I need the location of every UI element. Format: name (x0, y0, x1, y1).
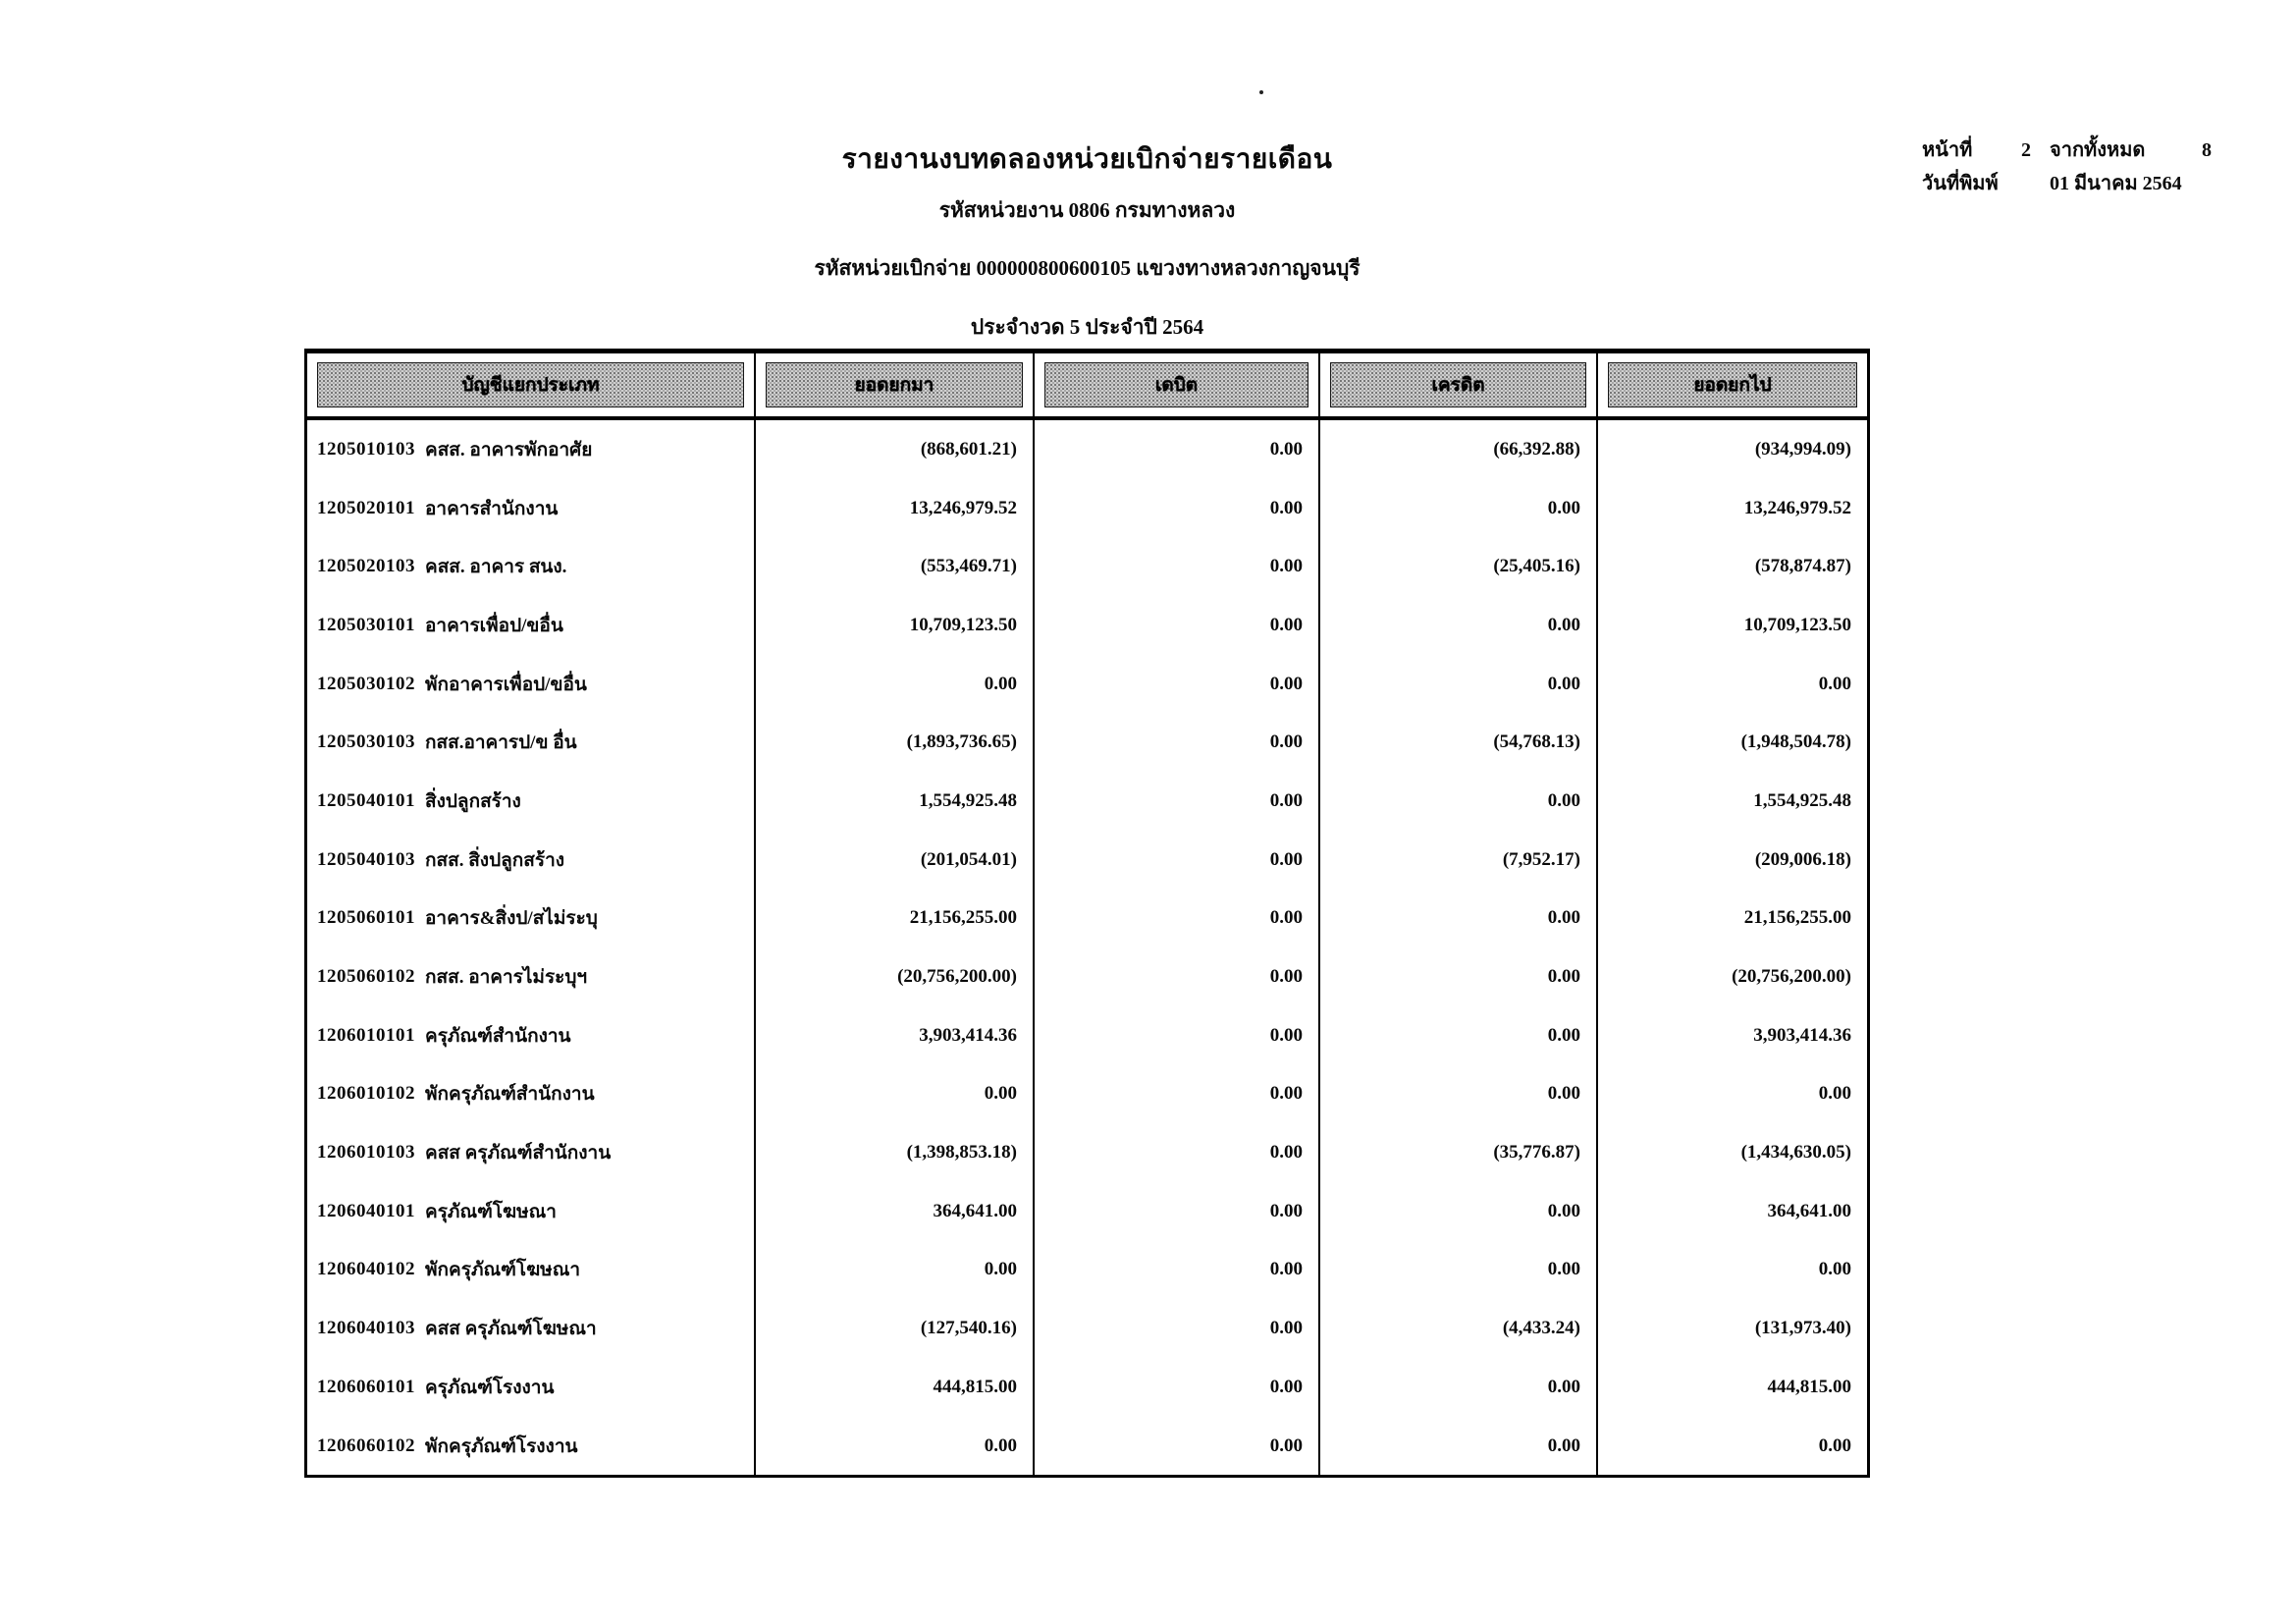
cell-carried-forward: 10,709,123.50 (1743, 614, 1851, 635)
cell-credit: (4,433.24) (1320, 1299, 1598, 1358)
cell-debit: 0.00 (1035, 831, 1320, 890)
header-label-brought-forward: ยอดยกมา (766, 362, 1023, 407)
print-date: 01 มีนาคม 2564 (2050, 173, 2182, 194)
cell-debit: 0.00 (1035, 655, 1320, 714)
header-cell-carried-forward (1598, 353, 1867, 416)
table-row (307, 1123, 1867, 1182)
account-name: พักอาคารเพื่อป/ขอื่น (425, 674, 587, 695)
account-cell (307, 890, 756, 948)
total-pages: 8 (2202, 139, 2212, 161)
table-row (307, 1065, 1867, 1124)
cell-debit: 0.00 (1035, 1182, 1320, 1241)
account-name: อาคารสำนักงาน (425, 498, 559, 519)
table-row (307, 831, 1867, 890)
cell-carried-forward: (1,434,630.05) (1740, 1142, 1851, 1164)
account-name: อาคารเพื่อป/ขอื่น (425, 615, 563, 636)
account-cell (307, 831, 756, 890)
account-code: 1205060101 (317, 907, 415, 929)
header-label-account: บัญชีแยกประเภท (317, 362, 744, 407)
account-code: 1206010101 (317, 1024, 415, 1046)
cell-brought-forward: 21,156,255.00 (756, 890, 1035, 948)
account-code: 1205040101 (317, 789, 415, 811)
cell-carried-forward: (20,756,200.00) (1732, 966, 1851, 988)
cell-brought-forward: (868,601.21) (756, 420, 1035, 479)
total-pages-label: จากทั้งหมด (2050, 139, 2146, 161)
cell-carried-forward: 0.00 (1818, 1435, 1851, 1456)
account-name: พักครุภัณฑ์โฆษณา (425, 1260, 580, 1281)
cell-carried-forward: (934,994.09) (1754, 438, 1851, 460)
account-name: ครุภัณฑ์โฆษณา (425, 1201, 557, 1222)
cell-credit: 0.00 (1320, 1358, 1598, 1417)
cell-credit: 0.00 (1320, 1241, 1598, 1300)
account-cell (307, 479, 756, 538)
cell-debit: 0.00 (1035, 890, 1320, 948)
table-body (307, 420, 1867, 1475)
account-name: พักครุภัณฑ์สำนักงาน (425, 1084, 595, 1106)
header-label-debit: เดบิต (1044, 362, 1308, 407)
cell-carried-forward: (1,948,504.78) (1740, 731, 1851, 753)
cell-credit: (54,768.13) (1320, 713, 1598, 772)
account-cell (307, 947, 756, 1006)
table-row (307, 1241, 1867, 1300)
cell-credit: 0.00 (1320, 655, 1598, 714)
cell-credit: 0.00 (1320, 890, 1598, 948)
cell-brought-forward: 0.00 (756, 655, 1035, 714)
cell-credit: (25,405.16) (1320, 537, 1598, 596)
cell-debit: 0.00 (1035, 1065, 1320, 1124)
account-name: พักครุภัณฑ์โรงงาน (425, 1435, 578, 1457)
cell-credit: 0.00 (1320, 479, 1598, 538)
cell-debit: 0.00 (1035, 596, 1320, 655)
cell-brought-forward: 3,903,414.36 (756, 1006, 1035, 1065)
cell-brought-forward: 444,815.00 (756, 1358, 1035, 1417)
cell-brought-forward: (127,540.16) (756, 1299, 1035, 1358)
cell-credit: 0.00 (1320, 772, 1598, 831)
cell-debit: 0.00 (1035, 1241, 1320, 1300)
account-code: 1206040101 (317, 1200, 415, 1221)
account-code: 1205020103 (317, 556, 415, 577)
table-row (307, 890, 1867, 948)
account-cell (307, 1299, 756, 1358)
table-header-row (307, 353, 1867, 420)
account-cell (307, 596, 756, 655)
account-code: 1205030101 (317, 614, 415, 635)
cell-debit: 0.00 (1035, 772, 1320, 831)
cell-carried-forward: 0.00 (1818, 1083, 1851, 1105)
account-code: 1205010103 (317, 438, 415, 460)
account-cell (307, 420, 756, 479)
table-row (307, 1182, 1867, 1241)
cell-brought-forward: (553,469.71) (756, 537, 1035, 596)
cell-brought-forward: 10,709,123.50 (756, 596, 1035, 655)
account-name: คสส ครุภัณฑ์สำนักงาน (425, 1143, 612, 1164)
account-name: คสส. อาคาร สนง. (425, 557, 567, 578)
cell-debit: 0.00 (1035, 537, 1320, 596)
table-row (307, 596, 1867, 655)
header-cell-account (307, 353, 756, 416)
cell-brought-forward: 0.00 (756, 1065, 1035, 1124)
account-code: 1206060102 (317, 1435, 415, 1456)
table-row (307, 713, 1867, 772)
account-cell (307, 537, 756, 596)
account-code: 1205030102 (317, 673, 415, 694)
account-cell (307, 1358, 756, 1417)
account-cell (307, 713, 756, 772)
cell-brought-forward: (20,756,200.00) (756, 947, 1035, 1006)
account-name: ครุภัณฑ์โรงงาน (425, 1377, 555, 1398)
account-name: อาคาร&สิ่งป/สไม่ระบุ (425, 908, 598, 930)
account-cell (307, 1417, 756, 1476)
cell-debit: 0.00 (1035, 947, 1320, 1006)
cell-carried-forward: (578,874.87) (1754, 556, 1851, 577)
account-cell (307, 1182, 756, 1241)
account-name: คสส ครุภัณฑ์โฆษณา (425, 1319, 597, 1340)
table-row (307, 537, 1867, 596)
account-code: 1205030103 (317, 731, 415, 753)
page-number: 2 (2021, 139, 2031, 161)
cell-debit: 0.00 (1035, 1417, 1320, 1476)
account-name: คสส. อาคารพักอาศัย (425, 439, 593, 460)
table-row (307, 947, 1867, 1006)
cell-brought-forward: 0.00 (756, 1417, 1035, 1476)
account-code: 1206060101 (317, 1376, 415, 1397)
header-label-carried-forward: ยอดยกไป (1608, 362, 1857, 407)
cell-credit: 0.00 (1320, 947, 1598, 1006)
account-code: 1206040103 (317, 1318, 415, 1339)
cell-brought-forward: 13,246,979.52 (756, 479, 1035, 538)
header-cell-credit (1320, 353, 1598, 416)
agency-code-line: รหัสหน่วยงาน 0806 กรมทางหลวง (938, 198, 1236, 222)
cell-carried-forward: 21,156,255.00 (1743, 907, 1851, 929)
table-row (307, 1006, 1867, 1065)
table-row (307, 772, 1867, 831)
cell-debit: 0.00 (1035, 479, 1320, 538)
cell-brought-forward: 0.00 (756, 1241, 1035, 1300)
account-name: กสส. สิ่งปลูกสร้าง (425, 849, 565, 871)
account-name: สิ่งปลูกสร้าง (425, 790, 521, 812)
cell-credit: 0.00 (1320, 1065, 1598, 1124)
report-title: รายงานงบทดลองหน่วยเบิกจ่ายรายเดือน (841, 144, 1333, 175)
cell-carried-forward: 444,815.00 (1767, 1376, 1851, 1397)
page-info-block (1922, 134, 2236, 200)
cell-debit: 0.00 (1035, 1299, 1320, 1358)
account-cell (307, 1065, 756, 1124)
cell-brought-forward: 364,641.00 (756, 1182, 1035, 1241)
cell-credit: (35,776.87) (1320, 1123, 1598, 1182)
table-row (307, 1299, 1867, 1358)
account-cell (307, 655, 756, 714)
account-cell (307, 1123, 756, 1182)
account-cell (307, 1006, 756, 1065)
cell-brought-forward: (1,893,736.65) (756, 713, 1035, 772)
period-line: ประจำงวด 5 ประจำปี 2564 (970, 315, 1204, 339)
cell-debit: 0.00 (1035, 1006, 1320, 1065)
cell-brought-forward: (1,398,853.18) (756, 1123, 1035, 1182)
cell-credit: 0.00 (1320, 596, 1598, 655)
account-name: กสส. อาคารไม่ระบุฯ (425, 967, 588, 989)
cell-carried-forward: (209,006.18) (1754, 848, 1851, 870)
cell-credit: 0.00 (1320, 1006, 1598, 1065)
disbursement-unit-line: รหัสหน่วยเบิกจ่าย 000000800600105 แขวงทางหลวงกาญจนบุรี (814, 256, 1361, 280)
account-cell (307, 772, 756, 831)
cell-carried-forward: 3,903,414.36 (1753, 1024, 1851, 1046)
account-code: 1206040102 (317, 1259, 415, 1280)
report-header (304, 137, 1870, 370)
cell-debit: 0.00 (1035, 1358, 1320, 1417)
cell-credit: (66,392.88) (1320, 420, 1598, 479)
account-code: 1206010102 (317, 1083, 415, 1105)
header-cell-debit (1035, 353, 1320, 416)
header-cell-brought-forward (756, 353, 1035, 416)
cell-carried-forward: 0.00 (1818, 673, 1851, 694)
cell-credit: (7,952.17) (1320, 831, 1598, 890)
cell-debit: 0.00 (1035, 420, 1320, 479)
account-cell (307, 1241, 756, 1300)
cell-brought-forward: 1,554,925.48 (756, 772, 1035, 831)
account-name: กสส.อาคารป/ข อื่น (425, 732, 577, 754)
table-row (307, 420, 1867, 479)
cell-debit: 0.00 (1035, 1123, 1320, 1182)
cell-carried-forward: 1,554,925.48 (1753, 789, 1851, 811)
account-code: 1205060102 (317, 966, 415, 988)
table-row (307, 1417, 1867, 1476)
print-date-label: วันที่พิมพ์ (1922, 173, 1999, 194)
table-row (307, 479, 1867, 538)
cell-carried-forward: (131,973.40) (1754, 1318, 1851, 1339)
table-row (307, 655, 1867, 714)
page-label: หน้าที่ (1922, 139, 1973, 161)
cell-brought-forward: (201,054.01) (756, 831, 1035, 890)
cell-debit: 0.00 (1035, 713, 1320, 772)
trial-balance-table (304, 349, 1870, 1478)
cell-carried-forward: 0.00 (1818, 1259, 1851, 1280)
account-code: 1206010103 (317, 1142, 415, 1164)
cell-carried-forward: 364,641.00 (1767, 1200, 1851, 1221)
header-label-credit: เครดิต (1330, 362, 1586, 407)
account-code: 1205040103 (317, 848, 415, 870)
scan-speck (1259, 90, 1263, 94)
account-name: ครุภัณฑ์สำนักงาน (425, 1025, 571, 1047)
page-number-row (1922, 134, 2236, 167)
cell-credit: 0.00 (1320, 1417, 1598, 1476)
table-row (307, 1358, 1867, 1417)
cell-carried-forward: 13,246,979.52 (1743, 497, 1851, 518)
account-code: 1205020101 (317, 497, 415, 518)
cell-credit: 0.00 (1320, 1182, 1598, 1241)
print-date-row (1922, 167, 2236, 200)
